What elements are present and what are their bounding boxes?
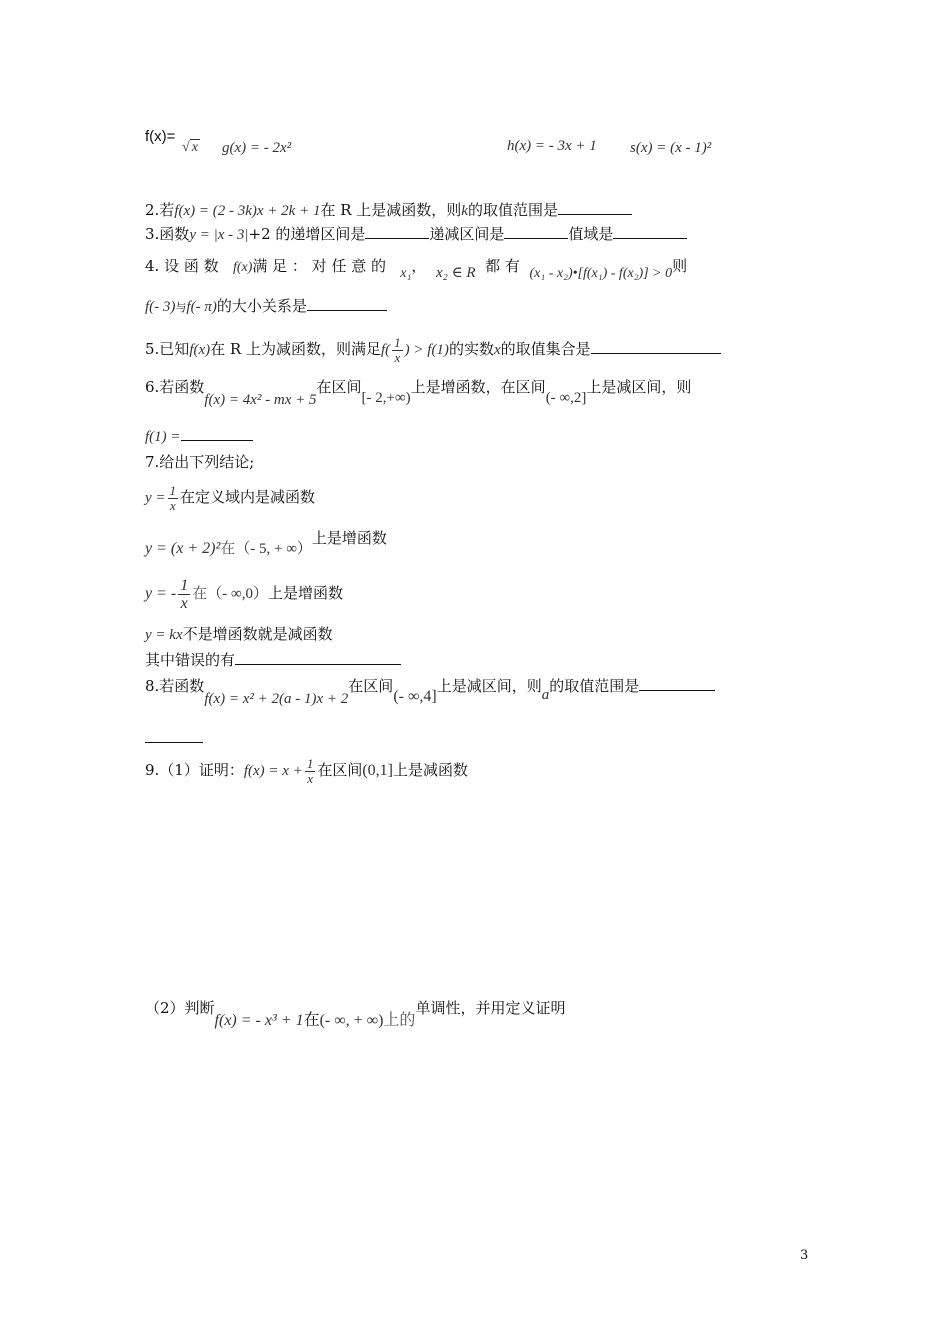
q9-prefix: 9.（1）证明： xyxy=(145,761,244,779)
c3-lhs: y = - xyxy=(145,585,177,602)
q4-text-3: 的大小关系是 xyxy=(216,297,307,315)
question-5 xyxy=(145,334,810,365)
q9-fraction xyxy=(305,757,316,786)
q9-numerator: 1 xyxy=(306,755,314,771)
q5-fraction-denominator: x xyxy=(394,349,401,365)
q8-interval: (- ∞,4] xyxy=(393,688,437,705)
q6-interval-2: (- ∞,2] xyxy=(545,390,587,406)
q2-text: 在 R 上是减函数，则 xyxy=(320,201,462,219)
c1-numerator: 1 xyxy=(169,482,177,498)
q6-text-3: 上是减区间，则 xyxy=(586,378,692,396)
q8-prefix: 8.若函数 xyxy=(145,677,205,695)
q3-text: +2 的递增区间是 xyxy=(248,225,366,243)
question-3 xyxy=(145,222,810,247)
c3-zai: 在 xyxy=(192,584,208,602)
question-6-part-2 xyxy=(145,424,810,449)
conclusion-3 xyxy=(145,576,810,612)
q9b-zai: 在 xyxy=(303,1010,320,1029)
q9b-expression: f(x) = - x³ + 1 xyxy=(214,1012,304,1029)
q5-fraction xyxy=(392,336,403,365)
q9-text-2: 上是减函数 xyxy=(393,761,469,779)
q8-text: 在区间 xyxy=(348,677,394,695)
q9-interval: (0,1] xyxy=(362,762,393,779)
question-9-part-1 xyxy=(145,752,810,789)
c3-numerator: 1 xyxy=(180,576,189,594)
q3-increasing-blank[interactable] xyxy=(365,224,429,239)
c3-text: 上是增函数 xyxy=(267,584,343,602)
c3-fraction xyxy=(178,577,190,612)
question-7-title: 7.给出下列结论; xyxy=(145,453,255,471)
fx-label: f(x)= xyxy=(145,128,176,145)
q7-wrong-text: 其中错误的有 xyxy=(145,651,236,669)
q3-text-2: 递减区间是 xyxy=(429,225,505,243)
sqrt-expression: √ x xyxy=(182,140,198,155)
c1-denominator: x xyxy=(169,497,176,513)
question-6 xyxy=(145,375,810,408)
q4-then: 则 xyxy=(672,257,688,275)
q8-answer-blank-continued[interactable] xyxy=(145,728,203,743)
question-4-part-2 xyxy=(145,294,810,320)
q4-text: 满 足 ： 对 任 意 的 xyxy=(252,257,386,275)
c1-lhs: y = xyxy=(145,490,166,506)
conclusion-1 xyxy=(145,480,810,515)
q2-prefix: 2.若 xyxy=(145,201,175,219)
c3-denominator: x xyxy=(180,594,188,612)
q8-answer-blank[interactable] xyxy=(639,676,715,691)
q4-answer-blank[interactable] xyxy=(307,296,387,311)
question-2 xyxy=(145,198,810,223)
q9b-prefix: （2）判断 xyxy=(145,999,215,1017)
q8-variable: a xyxy=(541,687,550,703)
conclusion-4 xyxy=(145,622,810,647)
q9b-text: 单调性，并用定义证明 xyxy=(415,999,566,1017)
q9-lhs: f(x) = x + xyxy=(243,763,303,779)
q5-variable: x xyxy=(493,342,501,358)
q5-f-open: f( xyxy=(380,342,391,358)
c1-text: 在定义域内是减函数 xyxy=(180,488,316,506)
q4-x2: x₂ ∈ R xyxy=(435,265,476,281)
h-function: h(x) = - 3x + 1 xyxy=(507,138,597,154)
q5-prefix: 5.已知 xyxy=(145,340,190,358)
question-8-blank-line xyxy=(145,726,810,750)
q9-text: 在区间 xyxy=(317,761,363,779)
c1-fraction xyxy=(168,484,179,513)
c2-expression: y = (x + 2)² xyxy=(145,540,221,557)
q6-text: 在区间 xyxy=(316,378,362,396)
q7-answer-blank[interactable] xyxy=(235,650,401,665)
q6-answer-blank[interactable] xyxy=(181,426,253,441)
c2-text: 上是增函数 xyxy=(311,529,387,547)
q6-interval-1: [- 2,+∞) xyxy=(361,390,411,406)
q4-x1: x₁ xyxy=(400,266,412,281)
q3-range-blank[interactable] xyxy=(613,224,687,239)
c2-zai: 在 xyxy=(220,539,236,557)
q6-expression: f(x) = 4x² - mx + 5 xyxy=(204,392,317,408)
q2-variable: k xyxy=(461,203,468,219)
q5-fx: f(x) xyxy=(189,342,211,358)
question-7-answer xyxy=(145,648,810,672)
c2-interval: （- 5, + ∞） xyxy=(235,541,312,557)
q8-text-2: 上是减区间，则 xyxy=(436,677,542,695)
q6-prefix: 6.若函数 xyxy=(145,378,205,396)
q2-expression: f(x) = (2 - 3k)x + 2k + 1 xyxy=(174,203,321,219)
question-4 xyxy=(145,254,810,280)
q5-text-3: 的取值集合是 xyxy=(500,340,591,358)
q5-inequality: ) > f(1) xyxy=(404,342,449,358)
q6-text-2: 上是增函数，在区间 xyxy=(410,378,546,396)
q9b-shangde: 上的 xyxy=(383,1010,416,1029)
q5-answer-blank[interactable] xyxy=(591,339,721,354)
c4-text: 不是增函数就是减函数 xyxy=(182,625,333,643)
q4-fx: f(x) xyxy=(232,260,253,275)
q4-f-minus-pi: f(- π) xyxy=(186,299,217,315)
c3-interval: （- ∞,0） xyxy=(207,586,268,602)
c4-expression: y = kx xyxy=(145,627,183,643)
q5-text: 在 R 上为减函数，则满足 xyxy=(210,340,381,358)
q4-comma: ， xyxy=(411,257,427,275)
q9-denominator: x xyxy=(307,770,313,786)
q2-answer-blank[interactable] xyxy=(558,200,632,215)
q9b-interval: (- ∞, + ∞) xyxy=(319,1012,384,1029)
q4-inequality: (x₁ - x₂)•[f(x₁) - f(x₂)] > 0 xyxy=(529,266,673,281)
q2-text-2: 的取值范围是 xyxy=(467,201,558,219)
conclusion-2 xyxy=(145,526,810,557)
q6-f1: f(1) = xyxy=(145,429,181,445)
sqrt-radicand: x xyxy=(191,140,198,155)
q3-decreasing-blank[interactable] xyxy=(504,224,568,239)
s-function: s(x) = (x - 1)² xyxy=(630,140,712,156)
q4-f-minus-3: f(- 3) xyxy=(145,299,176,315)
q3-text-3: 值域是 xyxy=(568,225,614,243)
question-8 xyxy=(145,674,810,707)
question-9-part-2 xyxy=(145,996,810,1029)
page-number: 3 xyxy=(800,1248,809,1263)
q5-text-2: 的实数 xyxy=(448,340,494,358)
q8-expression: f(x) = x² + 2(a - 1)x + 2 xyxy=(204,691,349,707)
q4-prefix: 4. 设 函 数 xyxy=(145,257,219,275)
q8-text-3: 的取值范围是 xyxy=(549,677,640,695)
q5-fraction-numerator: 1 xyxy=(394,334,401,350)
g-function: g(x) = - 2x² xyxy=(222,140,292,156)
q3-expression: y = |x - 3| xyxy=(189,227,249,243)
q4-and: 与 xyxy=(175,301,187,314)
q4-text-2: 都 有 xyxy=(485,257,520,275)
q3-prefix: 3.函数 xyxy=(145,225,190,243)
